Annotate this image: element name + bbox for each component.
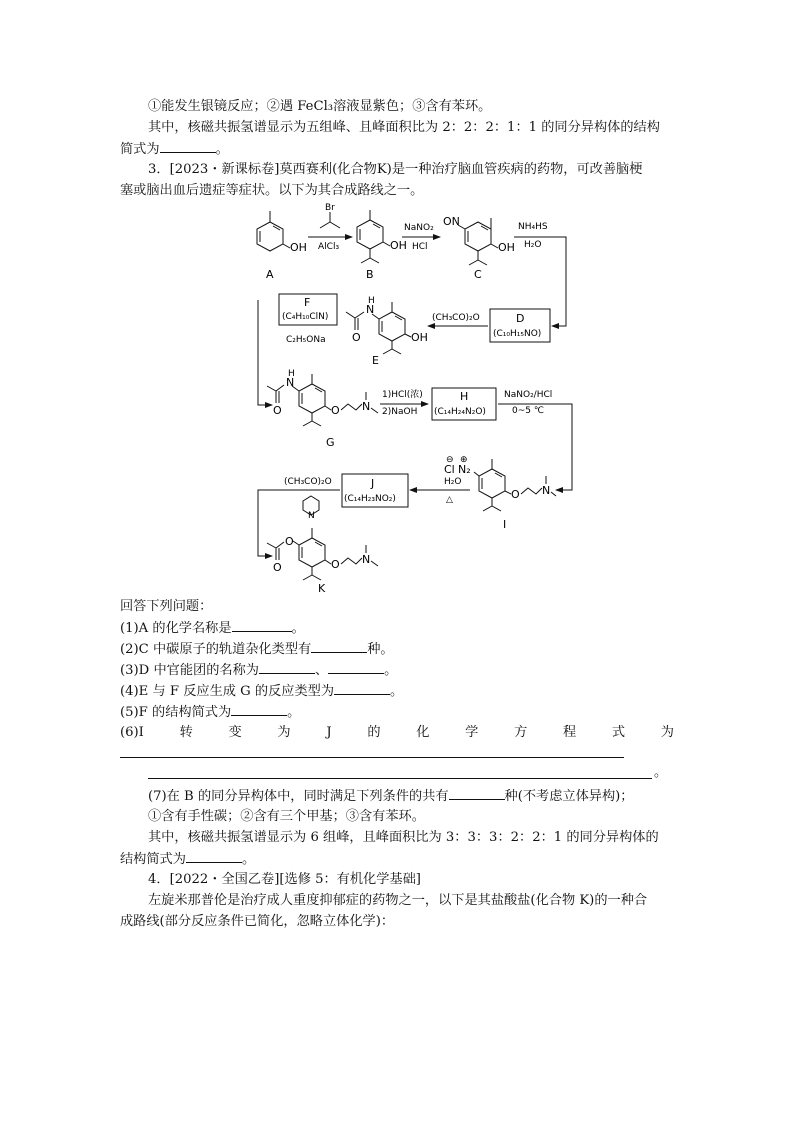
amide-n: N (286, 376, 295, 389)
pyridine-icon (303, 496, 319, 521)
arrow-h-i (498, 404, 572, 490)
j-formula: (C₁₄H₂₃NO₂) (344, 494, 396, 504)
label-a: A (266, 268, 274, 281)
compound-c (443, 215, 515, 281)
h-formula: (C₁₄H₂₄N₂O) (434, 407, 486, 417)
amide-o: O (352, 331, 361, 344)
ether-o: O (511, 488, 520, 501)
sq4-text: (4)E 与 F 反应生成 G 的反应类型为 (120, 684, 335, 699)
sq3-sep: 、 (314, 663, 329, 678)
period: 。 (291, 621, 305, 636)
amine-n: N (542, 484, 551, 497)
subquestion-5 (120, 703, 300, 722)
period: 。 (384, 663, 398, 678)
reagent-alcl3: AlCl₃ (318, 242, 340, 252)
f-formula: (C₄H₁₀ClN) (282, 312, 329, 322)
subquestion-6 (120, 724, 674, 742)
reagent-hcl: HCl (412, 242, 428, 252)
chloride-label: Cl (444, 463, 455, 476)
ether-o: O (331, 558, 340, 571)
label-i: I (503, 518, 507, 531)
amide-n: N (366, 303, 375, 316)
sq6-word: J (326, 725, 332, 740)
sq2-blank[interactable] (311, 640, 367, 653)
carbonyl-o: O (273, 561, 282, 574)
reagent-naoh: 2)NaOH (382, 407, 418, 417)
sq6-answer-line-2[interactable] (148, 778, 652, 779)
reagent-ac2o: (CH₃CO)₂O (432, 313, 480, 323)
answer-prompt: 简式为 (120, 142, 160, 157)
question-4-text: 4．[2022・全国乙卷][选修 5：有机化学基础] (148, 872, 421, 887)
sq7-answer-text: 结构简式为 (120, 852, 186, 867)
hydroxyl-label: OH (390, 239, 407, 252)
sq7-blank[interactable] (449, 787, 505, 800)
sq7-answer (120, 850, 255, 869)
period: 。 (654, 765, 668, 780)
nitroso-label: ON (443, 215, 460, 228)
f-label: F (304, 296, 311, 309)
compound-g (267, 369, 378, 449)
conditions-text: ①能发生银镜反应；②遇 FeCl₃溶液显紫色；③含有苯环。 (148, 99, 492, 114)
period: 。 (390, 684, 404, 699)
sq5-blank[interactable] (231, 703, 287, 716)
box-d (490, 309, 550, 342)
hydroxyl-label: OH (411, 331, 428, 344)
sq7-conditions (148, 808, 425, 826)
sq6-answer-line-1[interactable] (120, 757, 624, 758)
diazonium-charge: ⊕ (460, 455, 468, 465)
compound-b (357, 210, 407, 281)
sq7-conditions-text: ①含有手性碳；②含有三个甲基；③含有苯环。 (148, 809, 425, 824)
diazonium-label: N₂ (458, 463, 471, 476)
ether-o: O (331, 404, 340, 417)
sq7-nmr (148, 829, 659, 847)
label-c: C (474, 268, 482, 281)
chloride-charge: ⊖ (446, 455, 454, 465)
sq6-word: 化 (416, 725, 430, 740)
reagent-temp: 0~5 ℃ (512, 406, 544, 416)
sq6-word: 变 (228, 725, 242, 740)
sq7-answer-blank[interactable] (186, 850, 242, 863)
sq3-text: (3)D 中官能团的名称为 (120, 663, 259, 678)
label-e: E (372, 354, 379, 367)
arrow-e-g (258, 300, 272, 405)
period: 。 (215, 142, 229, 157)
box-f (279, 294, 337, 325)
isopropyl-bromide (320, 212, 340, 228)
box-j (342, 474, 408, 507)
subquestion-3 (120, 661, 397, 680)
answer-intro (120, 598, 212, 616)
label-b: B (366, 268, 374, 281)
question-3-text: 3．[2023・新课标卷]莫西赛利(化合物K)是一种治疗脑血管疾病的药物，可改善脑梗 (148, 162, 643, 177)
compound-k (267, 528, 378, 595)
sq3-blank-2[interactable] (328, 661, 384, 674)
amide-o: O (273, 404, 282, 417)
question-4-intro (148, 892, 647, 910)
reagent-heat: △ (446, 495, 453, 505)
reagent-hcl-conc: 1)HCl(浓) (382, 390, 423, 400)
h-label: H (460, 390, 469, 403)
period: 。 (241, 852, 256, 867)
amine-n: N (362, 400, 371, 413)
sq6-word: 式 (611, 725, 626, 740)
subquestion-1 (120, 619, 305, 638)
reagent-ac2o-2: (CH₃CO)₂O (284, 477, 332, 487)
sq6-word: 方 (514, 725, 528, 740)
amide-h: H (288, 369, 295, 379)
sq6-word: 学 (465, 725, 479, 740)
compound-i (444, 455, 556, 531)
sq7-nmr-text: 其中，核磁共振氢谱显示为 6 组峰，且峰面积比为 3：3：3：2：2：1 的同分异构体的 (148, 830, 659, 845)
sq7-text: (7)在 B 的同分异构体中，同时满足下列条件的共有 (148, 789, 449, 804)
sq4-blank[interactable] (334, 682, 390, 695)
reagent-nano2: NaNO₂ (404, 223, 434, 233)
sq7-text-end: 种(不考虑立体异构)； (504, 789, 634, 804)
compound-e (346, 296, 428, 367)
d-label: D (516, 312, 525, 325)
box-h (432, 388, 496, 420)
subquestion-2 (120, 640, 394, 659)
compound-a (257, 211, 307, 281)
sq1-blank[interactable] (232, 619, 292, 632)
reagent-water: H₂O (444, 477, 462, 487)
nmr-text: 其中，核磁共振氢谱显示为五组峰、且峰面积比为 2：2：2：1：1 的同分异构体的结构 (148, 120, 660, 135)
answer-intro-text: 回答下列问题： (120, 599, 213, 614)
sq6-word: (6)I (120, 725, 144, 740)
label-k: K (318, 582, 326, 595)
sq2-text: (2)C 中碳原子的轨道杂化类型有 (120, 642, 312, 657)
subquestion-7 (148, 787, 634, 806)
sq6-end (654, 764, 667, 782)
sq3-blank-1[interactable] (259, 661, 315, 674)
amide-h: H (368, 296, 375, 306)
amine-n: N (362, 553, 371, 566)
sq6-word: 的 (367, 725, 381, 740)
question-4-intro-cont (120, 913, 394, 931)
sq6-word: 转 (179, 725, 193, 740)
pyridine-n: N (308, 511, 315, 521)
sq6-word: 程 (562, 725, 577, 740)
sq5-text: (5)F 的结构简式为 (120, 705, 232, 720)
question-4-intro-text: 左旋米那普伦是治疗成人重度抑郁症的药物之一，以下是其盐酸盐(化合物 K)的一种合 (148, 893, 648, 908)
subquestion-4 (120, 682, 403, 701)
question-4-title (148, 871, 421, 889)
question-3-text-cont: 塞或脑出血后遗症等症状。以下为其合成路线之一。 (120, 183, 424, 198)
j-label: J (371, 477, 375, 490)
hydroxyl-label: OH (498, 241, 515, 254)
reagent-nano2-hcl: NaNO₂/HCl (504, 390, 553, 400)
sq6-word: 为 (660, 725, 674, 740)
reagent-h2o: H₂O (524, 240, 542, 250)
reagent-etona: C₂H₅ONa (286, 335, 326, 345)
d-formula: (C₁₀H₁₅NO) (493, 329, 542, 339)
question-4-intro-cont-text: 成路线(部分反应条件已简化，忽略立体化学)： (120, 914, 395, 929)
ester-o: O (285, 535, 294, 548)
reagent-br: Br (325, 203, 335, 213)
sq1-text: (1)A 的化学名称是 (120, 621, 232, 636)
period: 。 (287, 705, 301, 720)
label-g: G (326, 436, 335, 449)
sq2-unit: 种。 (367, 642, 394, 657)
sq6-word: 为 (277, 725, 291, 740)
hydroxyl-label: OH (290, 241, 307, 254)
reagent-nh4hs: NH₄HS (518, 222, 548, 232)
